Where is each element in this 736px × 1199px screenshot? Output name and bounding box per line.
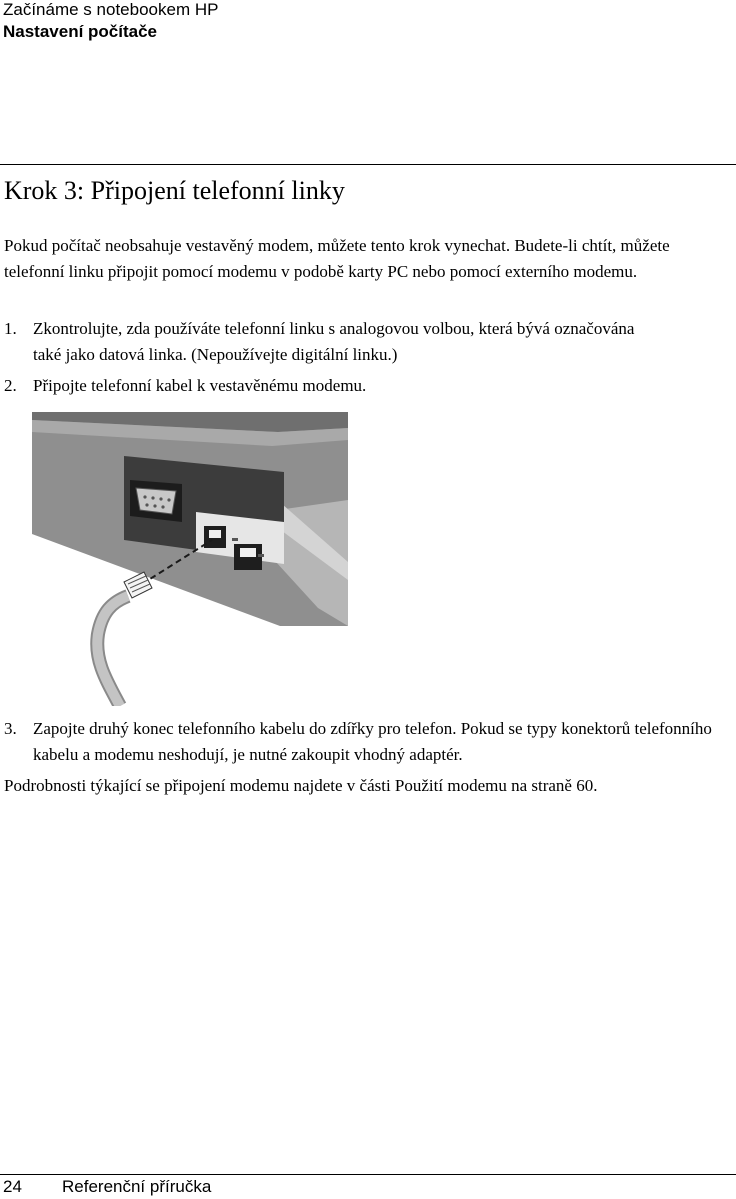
step-number: 2. bbox=[4, 376, 17, 395]
closing-paragraph: Podrobnosti týkající se připojení modemu najdete v části Použití modemu na straně 60. bbox=[4, 776, 598, 795]
step-text: Připojte telefonní kabel k vestavěnému modemu. bbox=[33, 376, 367, 395]
intro-paragraph: Pokud počítač neobsahuje vestavěný modem, můžete tento krok vynechat. Budete-li chtít, můžete telefonní linku připojit pomocí modemu v podobě karty PC nebo pomocí externího modemu. bbox=[4, 236, 670, 281]
step-number: 1. bbox=[4, 319, 17, 338]
header-divider bbox=[0, 164, 736, 165]
step-text: Zkontrolujte, zda používáte telefonní linku s analogovou volbou, která bývá označována také jako datová linka. (Nepoužívejte digitální linku.) bbox=[33, 319, 635, 364]
modem-connection-illustration bbox=[32, 412, 348, 706]
step-number: 3. bbox=[4, 719, 17, 738]
running-header-title: Začínáme s notebookem HP bbox=[3, 0, 219, 19]
page-title: Krok 3: Připojení telefonní linky bbox=[4, 176, 345, 205]
footer-title: Referenční příručka bbox=[62, 1177, 212, 1196]
page-number: 24 bbox=[3, 1177, 22, 1196]
footer-divider bbox=[0, 1174, 736, 1175]
running-header-section: Nastavení počítače bbox=[3, 22, 158, 41]
step-text: Zapojte druhý konec telefonního kabelu do zdířky pro telefon. Pokud se typy konektorů telefonního kabelu a modemu neshodují, je nutné zakoupit vhodný adaptér. bbox=[33, 719, 712, 764]
